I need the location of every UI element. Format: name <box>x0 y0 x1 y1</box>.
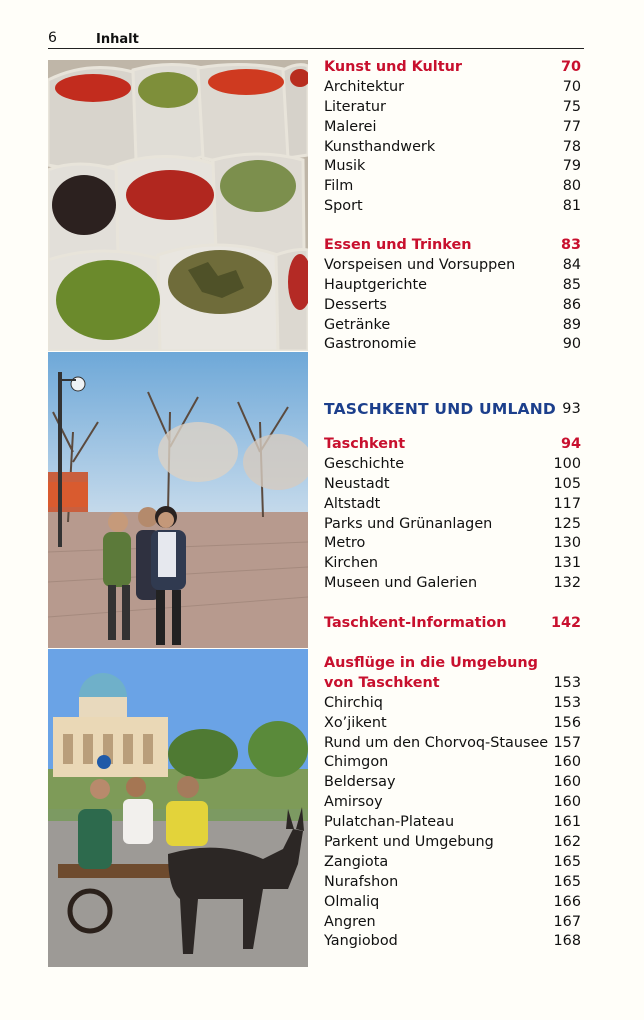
toc-page: 132 <box>553 575 581 592</box>
toc-page: 142 <box>550 615 581 631</box>
toc-entry[interactable] <box>324 654 581 674</box>
toc-title: Beldersay <box>324 774 396 791</box>
toc-page: 168 <box>553 933 581 950</box>
toc-entry[interactable] <box>324 157 581 177</box>
toc-title: Olmaliq <box>324 893 380 910</box>
toc-page: 160 <box>553 794 581 811</box>
toc-title: Kunsthandwerk <box>324 138 436 155</box>
toc-entry[interactable] <box>324 873 581 893</box>
toc-entry[interactable] <box>324 932 581 952</box>
toc-entry[interactable] <box>324 296 581 316</box>
toc-page: 165 <box>553 853 581 870</box>
toc-title: Taschkent-Information <box>324 615 507 631</box>
toc-title: Desserts <box>324 296 387 313</box>
toc-entry[interactable] <box>324 316 581 336</box>
toc-entry[interactable] <box>324 236 581 256</box>
toc-entry[interactable] <box>324 694 581 714</box>
toc-page: 94 <box>560 436 581 452</box>
toc-title: Parks und Grünanlagen <box>324 515 493 532</box>
park-people-photo <box>48 352 308 648</box>
toc-title: Literatur <box>324 98 386 115</box>
toc-page: 90 <box>562 336 581 353</box>
toc-title: Nurafshon <box>324 873 399 890</box>
toc-entry[interactable] <box>324 813 581 833</box>
toc-page: 100 <box>553 455 581 472</box>
toc-title: Chimgon <box>324 754 389 771</box>
toc-entry[interactable] <box>324 753 581 773</box>
toc-entry[interactable] <box>324 455 581 475</box>
toc-group-essen <box>324 236 581 355</box>
toc-title: Gastronomie <box>324 336 417 353</box>
spice-market-photo <box>48 60 308 351</box>
toc-page: 80 <box>562 178 581 195</box>
toc-title: Metro <box>324 535 366 552</box>
toc-page: 86 <box>562 296 581 313</box>
toc-title: Malerei <box>324 118 377 135</box>
toc-title: Hauptgerichte <box>324 276 427 293</box>
toc-title: Getränke <box>324 316 391 333</box>
toc-entry[interactable] <box>324 574 581 594</box>
toc-entry[interactable] <box>324 98 581 118</box>
toc-title: Architektur <box>324 78 404 95</box>
toc-title: Vorspeisen und Vorsuppen <box>324 256 516 273</box>
toc-page: 153 <box>553 674 581 691</box>
toc-title: Parkent und Umgebung <box>324 834 494 851</box>
toc-chapter <box>324 397 581 421</box>
toc-page: 130 <box>553 535 581 552</box>
chapter-title: TASCHKENT UND UMLAND <box>324 400 556 418</box>
toc-page: 161 <box>553 814 581 831</box>
running-head: Inhalt <box>96 32 139 47</box>
toc-page: 79 <box>562 158 581 175</box>
page-header <box>48 30 584 49</box>
toc-title: Kunst und Kultur <box>324 59 462 75</box>
toc-entry[interactable] <box>324 913 581 933</box>
toc-title: Neustadt <box>324 475 390 492</box>
toc-entry[interactable] <box>324 534 581 554</box>
toc-entry[interactable] <box>324 833 581 853</box>
toc-page: 105 <box>553 475 581 492</box>
toc-entry[interactable] <box>324 138 581 158</box>
toc-title: Amirsoy <box>324 794 383 811</box>
toc-page: 77 <box>562 118 581 135</box>
toc-entry[interactable] <box>324 893 581 913</box>
toc-page: 81 <box>562 198 581 215</box>
toc-group-ausfluege <box>324 654 581 952</box>
toc-entry[interactable] <box>324 475 581 495</box>
toc-entry[interactable] <box>324 734 581 754</box>
toc-entry[interactable] <box>324 853 581 873</box>
toc-title: Altstadt <box>324 495 381 512</box>
chapter-heading[interactable] <box>324 397 581 421</box>
toc-title: von Taschkent <box>324 674 440 691</box>
toc-title: Angren <box>324 913 376 930</box>
toc-entry[interactable] <box>324 276 581 296</box>
toc-title: Rund um den Chorvoq-Stausee <box>324 734 549 751</box>
toc-title: Pulatchan-Plateau <box>324 814 455 831</box>
toc-entry[interactable] <box>324 78 581 98</box>
toc-title: Film <box>324 178 354 195</box>
toc-page: 84 <box>562 256 581 273</box>
toc-entry[interactable] <box>324 435 581 455</box>
toc-page: 165 <box>553 873 581 890</box>
toc-entry[interactable] <box>324 614 581 634</box>
toc-entry[interactable] <box>324 714 581 734</box>
toc-page: 117 <box>553 495 581 512</box>
toc-title: Essen und Trinken <box>324 237 472 253</box>
toc-page: 75 <box>562 98 581 115</box>
toc-title: Xo’jikent <box>324 714 387 731</box>
page-number: 6 <box>48 30 57 46</box>
toc-entry[interactable] <box>324 58 581 78</box>
toc-entry[interactable] <box>324 256 581 276</box>
toc-entry[interactable] <box>324 118 581 138</box>
toc-page: 85 <box>562 276 581 293</box>
toc-page: 131 <box>553 555 581 572</box>
toc-title: Zangiota <box>324 853 389 870</box>
toc-title: Geschichte <box>324 455 405 472</box>
toc-entry[interactable] <box>324 335 581 355</box>
toc-entry[interactable] <box>324 674 581 694</box>
toc-entry[interactable] <box>324 554 581 574</box>
toc-entry[interactable] <box>324 197 581 217</box>
toc-page: 160 <box>553 754 581 771</box>
toc-entry[interactable] <box>324 773 581 793</box>
toc-entry[interactable] <box>324 495 581 515</box>
toc-page: 89 <box>562 316 581 333</box>
toc-entry[interactable] <box>324 177 581 197</box>
toc-title: Yangiobod <box>324 933 398 950</box>
toc-title: Chirchiq <box>324 694 383 711</box>
toc-page: 157 <box>553 734 581 751</box>
mosque-donkey-cart-photo <box>48 649 308 967</box>
toc-page: 125 <box>553 515 581 532</box>
toc-page: 93 <box>562 401 581 417</box>
toc-title: Sport <box>324 198 363 215</box>
toc-entry[interactable] <box>324 793 581 813</box>
toc-page: 162 <box>553 834 581 851</box>
toc-title: Musik <box>324 158 366 175</box>
toc-title: Kirchen <box>324 555 379 572</box>
toc-title: Taschkent <box>324 436 406 452</box>
toc-page: 166 <box>553 893 581 910</box>
toc-page: 78 <box>562 138 581 155</box>
toc-group-information <box>324 614 581 634</box>
toc-title: Museen und Galerien <box>324 575 478 592</box>
toc-page: 70 <box>560 59 581 75</box>
toc-page: 167 <box>553 913 581 930</box>
toc-group-kunst <box>324 58 581 217</box>
toc-page: 153 <box>553 694 581 711</box>
toc-group-taschkent <box>324 435 581 594</box>
toc-title: Ausflüge in die Umgebung <box>324 655 538 671</box>
toc-page: 70 <box>562 78 581 95</box>
toc-page: 156 <box>553 714 581 731</box>
toc-page: 83 <box>560 237 581 253</box>
toc-entry[interactable] <box>324 515 581 535</box>
toc-page: 160 <box>553 774 581 791</box>
